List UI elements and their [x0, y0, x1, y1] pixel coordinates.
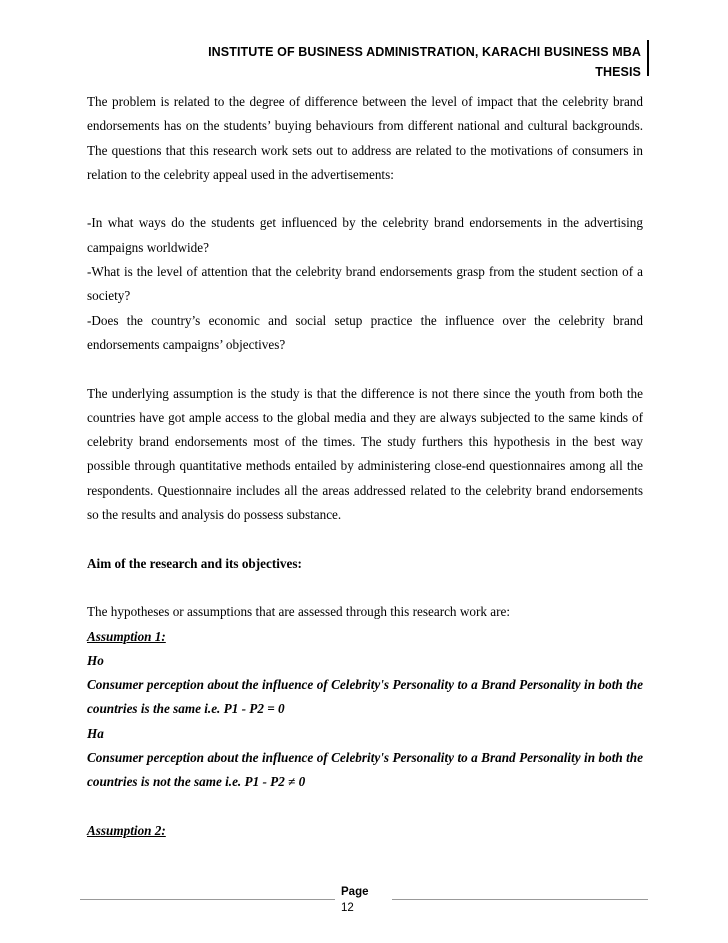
body-text: [87, 90, 643, 843]
assumption-paragraph: The underlying assumption is the study is that the difference is not there since the youth from both the countries have got ample access to the global media and they are always subjected to the same kinds of celebrity brand endorsements most of the times. The study furthers this hypothesis in the best way possible through quantitative methods entailed by administering close-end questionnaires among all the respondents. Questionnaire includes all the areas addressed related to the celebrity brand endorsements so the results and analysis do possess substance.: [87, 385, 643, 523]
header-line-2: THESIS: [595, 65, 641, 79]
hypotheses-intro: The hypotheses or assumptions that are assessed through this research work are:: [87, 604, 510, 620]
spacer: [87, 576, 643, 600]
spacer: [87, 357, 643, 381]
footer-rule-left: [80, 899, 335, 900]
header-vertical-rule: [647, 40, 649, 76]
assumption-1-ho-text: Consumer perception about the influence of Celebrity's Personality to a Brand Personality in both the countries is the same i.e. P1 - P2 = 0: [87, 677, 643, 717]
problem-paragraph: The problem is related to the degree of difference between the level of impact that the celebrity brand endorsements has on the students’ buying behaviours from different national and cultural backgrounds. The questions that this research work sets out to address are related to the motivations of consumers in relation to the celebrity appeal used in the advertisements:: [87, 94, 643, 182]
spacer: [87, 795, 643, 819]
spacer: [87, 527, 643, 551]
assumption-2-title: Assumption 2:: [87, 822, 166, 838]
aim-heading: Aim of the research and its objectives:: [87, 555, 302, 571]
assumption-1-title: Assumption 1:: [87, 628, 166, 644]
assumption-1-ha-text: Consumer perception about the influence of Celebrity's Personality to a Brand Personality in both the countries is not the same i.e. P1 - P2 ≠ 0: [87, 750, 643, 790]
footer-rule-right: [392, 899, 648, 900]
header-line-1: INSTITUTE OF BUSINESS ADMINISTRATION, KARACHI BUSINESS MBA: [208, 45, 641, 59]
assumption-1-ha-label: Ha: [87, 725, 104, 741]
page-number-block: [341, 884, 391, 916]
question-1: -In what ways do the students get influenced by the celebrity brand endorsements in the advertising campaigns worldwide?: [87, 215, 643, 255]
spacer: [87, 187, 643, 211]
question-3: -Does the country’s economic and social setup practice the influence over the celebrity brand endorsements campaigns’ objectives?: [87, 312, 643, 352]
assumption-1-ho-label: Ho: [87, 652, 104, 668]
page-number: 12: [341, 902, 354, 914]
question-2: -What is the level of attention that the celebrity brand endorsements grasp from the student section of a society?: [87, 264, 643, 304]
page-label: Page: [341, 886, 369, 898]
running-header: [150, 42, 641, 82]
